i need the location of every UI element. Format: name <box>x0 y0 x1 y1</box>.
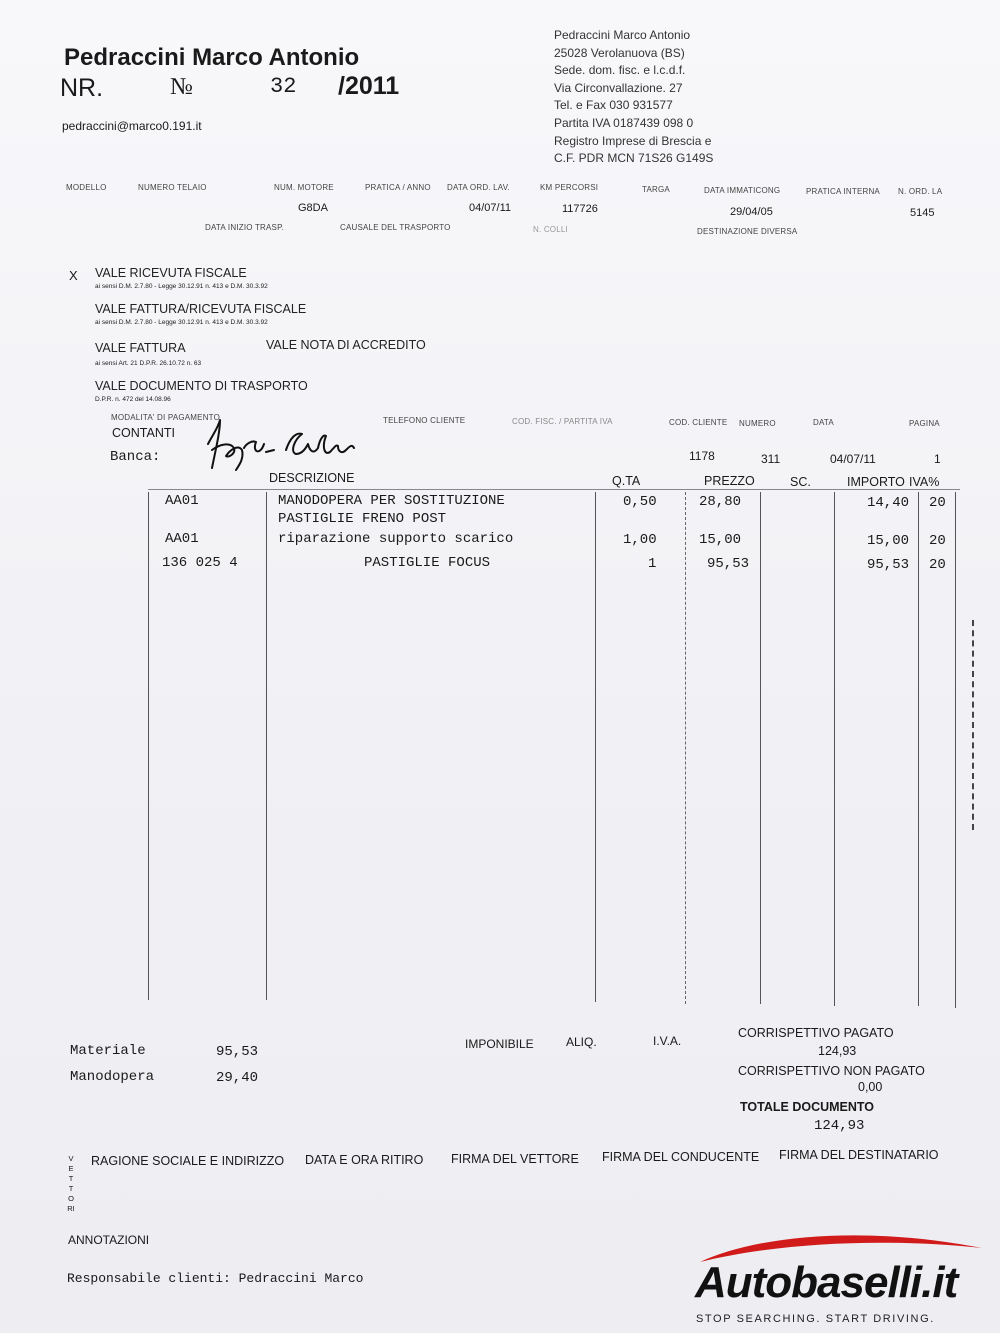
table-header-rule <box>148 489 960 490</box>
issuer-block <box>554 27 713 168</box>
issuer-line: Tel. e Fax 030 931577 <box>554 98 673 113</box>
checked-mark: X <box>69 268 78 283</box>
carrier-firma-vettore: FIRMA DEL VETTORE <box>451 1152 579 1166</box>
value-numero: 311 <box>761 452 781 466</box>
row-code: 136 025 4 <box>162 555 238 571</box>
label-destinazione: DESTINAZIONE DIVERSA <box>697 227 798 236</box>
label-data-ord: DATA ORD. LAV. <box>447 183 510 192</box>
email: pedraccini@marco0.191.it <box>62 119 202 133</box>
totale-label: TOTALE DOCUMENTO <box>740 1100 875 1114</box>
row-importo: 15,00 <box>867 533 910 549</box>
label-pagina: PAGINA <box>909 419 940 428</box>
option-fattura: VALE FATTURA <box>95 341 186 355</box>
table-border-left <box>148 492 149 1000</box>
col-header-qta: Q.TA <box>612 474 641 488</box>
row-description-2: PASTIGLIE FRENO POST <box>278 511 447 527</box>
materiale-label: Materiale <box>70 1043 146 1059</box>
label-colli: N. COLLI <box>533 225 568 234</box>
carrier-firma-conducente: FIRMA DEL CONDUCENTE <box>602 1150 760 1164</box>
annotazioni-label: ANNOTAZIONI <box>68 1233 150 1247</box>
issuer-line: Via Circonvallazione. 27 <box>554 80 683 95</box>
issuer-line: Pedraccini Marco Antonio <box>554 28 691 42</box>
col-header-descrizione: DESCRIZIONE <box>269 471 355 485</box>
option-ddt: VALE DOCUMENTO DI TRASPORTO <box>95 379 308 393</box>
edge-mark <box>972 620 974 830</box>
row-importo: 14,40 <box>867 495 910 511</box>
carrier-ragione: RAGIONE SOCIALE E INDIRIZZO <box>91 1154 285 1168</box>
row-qta: 1,00 <box>623 532 657 548</box>
value-cod-cliente: 1178 <box>689 449 715 463</box>
aliq-label: ALIQ. <box>566 1035 597 1049</box>
option-nota-credito: VALE NOTA DI ACCREDITO <box>266 338 426 352</box>
option-fattura-ricevuta: VALE FATTURA/RICEVUTA FISCALE <box>95 302 307 316</box>
issuer-line: C.F. PDR MCN 71S26 G149S <box>554 151 714 166</box>
manodopera-value: 29,40 <box>216 1070 259 1086</box>
row-iva: 20 <box>929 495 946 511</box>
option-ricevuta-fiscale: VALE RICEVUTA FISCALE <box>95 266 247 280</box>
non-pagato-label: CORRISPETTIVO NON PAGATO <box>738 1064 925 1078</box>
label-km: KM PERCORSI <box>540 183 599 192</box>
label-pratica-interna: PRATICA INTERNA <box>806 187 880 196</box>
note-ddt: D.P.R. n. 472 del 14.08.96 <box>95 396 171 403</box>
col-header-importo: IMPORTO <box>847 475 905 489</box>
carrier-firma-destinatario: FIRMA DEL DESTINATARIO <box>779 1148 939 1162</box>
carrier-data-ritiro: DATA E ORA RITIRO <box>305 1153 424 1167</box>
value-data: 04/07/11 <box>830 452 876 466</box>
pagato-label: CORRISPETTIVO PAGATO <box>738 1026 894 1040</box>
note-fattura-ricevuta: ai sensi D.M. 2.7.80 - Legge 30.12.91 n. 413 e D.M. 30.3.92 <box>95 319 268 326</box>
issuer-line: 25028 Verolanuova (BS) <box>554 45 685 60</box>
table-col-divider <box>685 492 686 1004</box>
label-motore: NUM. MOTORE <box>274 183 334 192</box>
vettori-vertical-label: VETTORI <box>67 1154 75 1213</box>
col-header-iva: IVA% <box>909 475 940 489</box>
label-modalita: MODALITA' DI PAGAMENTO <box>111 413 221 422</box>
issuer-line: Partita IVA 0187439 098 0 <box>554 115 694 130</box>
label-causale: CAUSALE DEL TRASPORTO <box>340 223 451 232</box>
row-code: AA01 <box>165 493 199 509</box>
label-telefono: TELEFONO CLIENTE <box>383 416 466 425</box>
doc-year: /2011 <box>338 72 400 100</box>
row-description: MANODOPERA PER SOSTITUZIONE <box>278 493 505 509</box>
non-pagato-value: 0,00 <box>858 1080 883 1094</box>
label-numero: NUMERO <box>739 419 776 428</box>
pagato-value: 124,93 <box>818 1044 857 1058</box>
table-col-divider <box>595 492 596 1002</box>
row-prezzo: 28,80 <box>699 494 742 510</box>
issuer-line: Sede. dom. fisc. e l.c.d.f. <box>554 63 686 78</box>
row-importo: 95,53 <box>867 557 910 573</box>
handwritten-signature <box>190 414 390 474</box>
label-data-inizio: DATA INIZIO TRASP. <box>205 223 285 232</box>
value-motore: G8DA <box>298 202 328 214</box>
row-iva: 20 <box>929 533 946 549</box>
label-modello: MODELLO <box>66 183 107 192</box>
label-banca: Banca: <box>110 449 161 465</box>
row-iva: 20 <box>929 557 946 573</box>
value-data-immat: 29/04/05 <box>730 206 773 218</box>
watermark-brand: Autobaselli.it <box>695 1258 958 1307</box>
value-data-ord: 04/07/11 <box>469 202 512 214</box>
col-header-sc: SC. <box>790 475 811 489</box>
value-n-ord: 5145 <box>910 207 935 219</box>
note-ricevuta: ai sensi D.M. 2.7.80 - Legge 30.12.91 n. 413 e D.M. 30.3.92 <box>95 283 268 290</box>
label-codfisc: COD. FISC. / PARTITA IVA <box>512 417 613 426</box>
label-targa: TARGA <box>642 185 670 194</box>
totale-value: 124,93 <box>814 1118 865 1134</box>
value-modalita: CONTANTI <box>112 426 175 440</box>
doc-number: 32 <box>270 74 297 99</box>
col-header-prezzo: PREZZO <box>704 474 755 488</box>
row-prezzo: 95,53 <box>707 556 750 572</box>
label-cod-cliente: COD. CLIENTE <box>669 418 728 427</box>
number-symbol: № <box>170 74 193 100</box>
table-border-right <box>955 492 956 1008</box>
row-qta: 0,50 <box>623 494 657 510</box>
company-name: Pedraccini Marco Antonio <box>64 44 360 71</box>
row-description: PASTIGLIE FOCUS <box>364 555 491 571</box>
watermark-tagline: STOP SEARCHING. START DRIVING. <box>696 1313 935 1325</box>
responsabile-clienti: Responsabile clienti: Pedraccini Marco <box>67 1271 364 1286</box>
value-km: 117726 <box>562 203 598 215</box>
label-data: DATA <box>813 418 834 427</box>
iva-label: I.V.A. <box>653 1034 682 1048</box>
label-telaio: NUMERO TELAIO <box>138 183 207 192</box>
table-col-divider <box>266 492 267 1000</box>
label-data-immat: DATA IMMATICONG <box>704 186 781 195</box>
issuer-line: Registro Imprese di Brescia e <box>554 133 712 148</box>
imponibile-label: IMPONIBILE <box>465 1037 534 1051</box>
nr-label: NR. <box>60 74 104 102</box>
table-col-divider <box>834 492 835 1006</box>
materiale-value: 95,53 <box>216 1044 259 1060</box>
row-qta: 1 <box>648 556 657 572</box>
manodopera-label: Manodopera <box>70 1069 155 1085</box>
note-fattura: ai sensi Art. 21 D.P.R. 26.10.72 n. 63 <box>95 360 202 367</box>
row-description: riparazione supporto scarico <box>278 531 514 547</box>
row-prezzo: 15,00 <box>699 532 742 548</box>
label-pratica-anno: PRATICA / ANNO <box>365 183 431 192</box>
table-col-divider <box>760 492 761 1004</box>
label-n-ord: N. ORD. LA <box>898 187 943 196</box>
value-pagina: 1 <box>934 452 941 466</box>
table-col-divider <box>918 492 919 1006</box>
row-code: AA01 <box>165 531 199 547</box>
